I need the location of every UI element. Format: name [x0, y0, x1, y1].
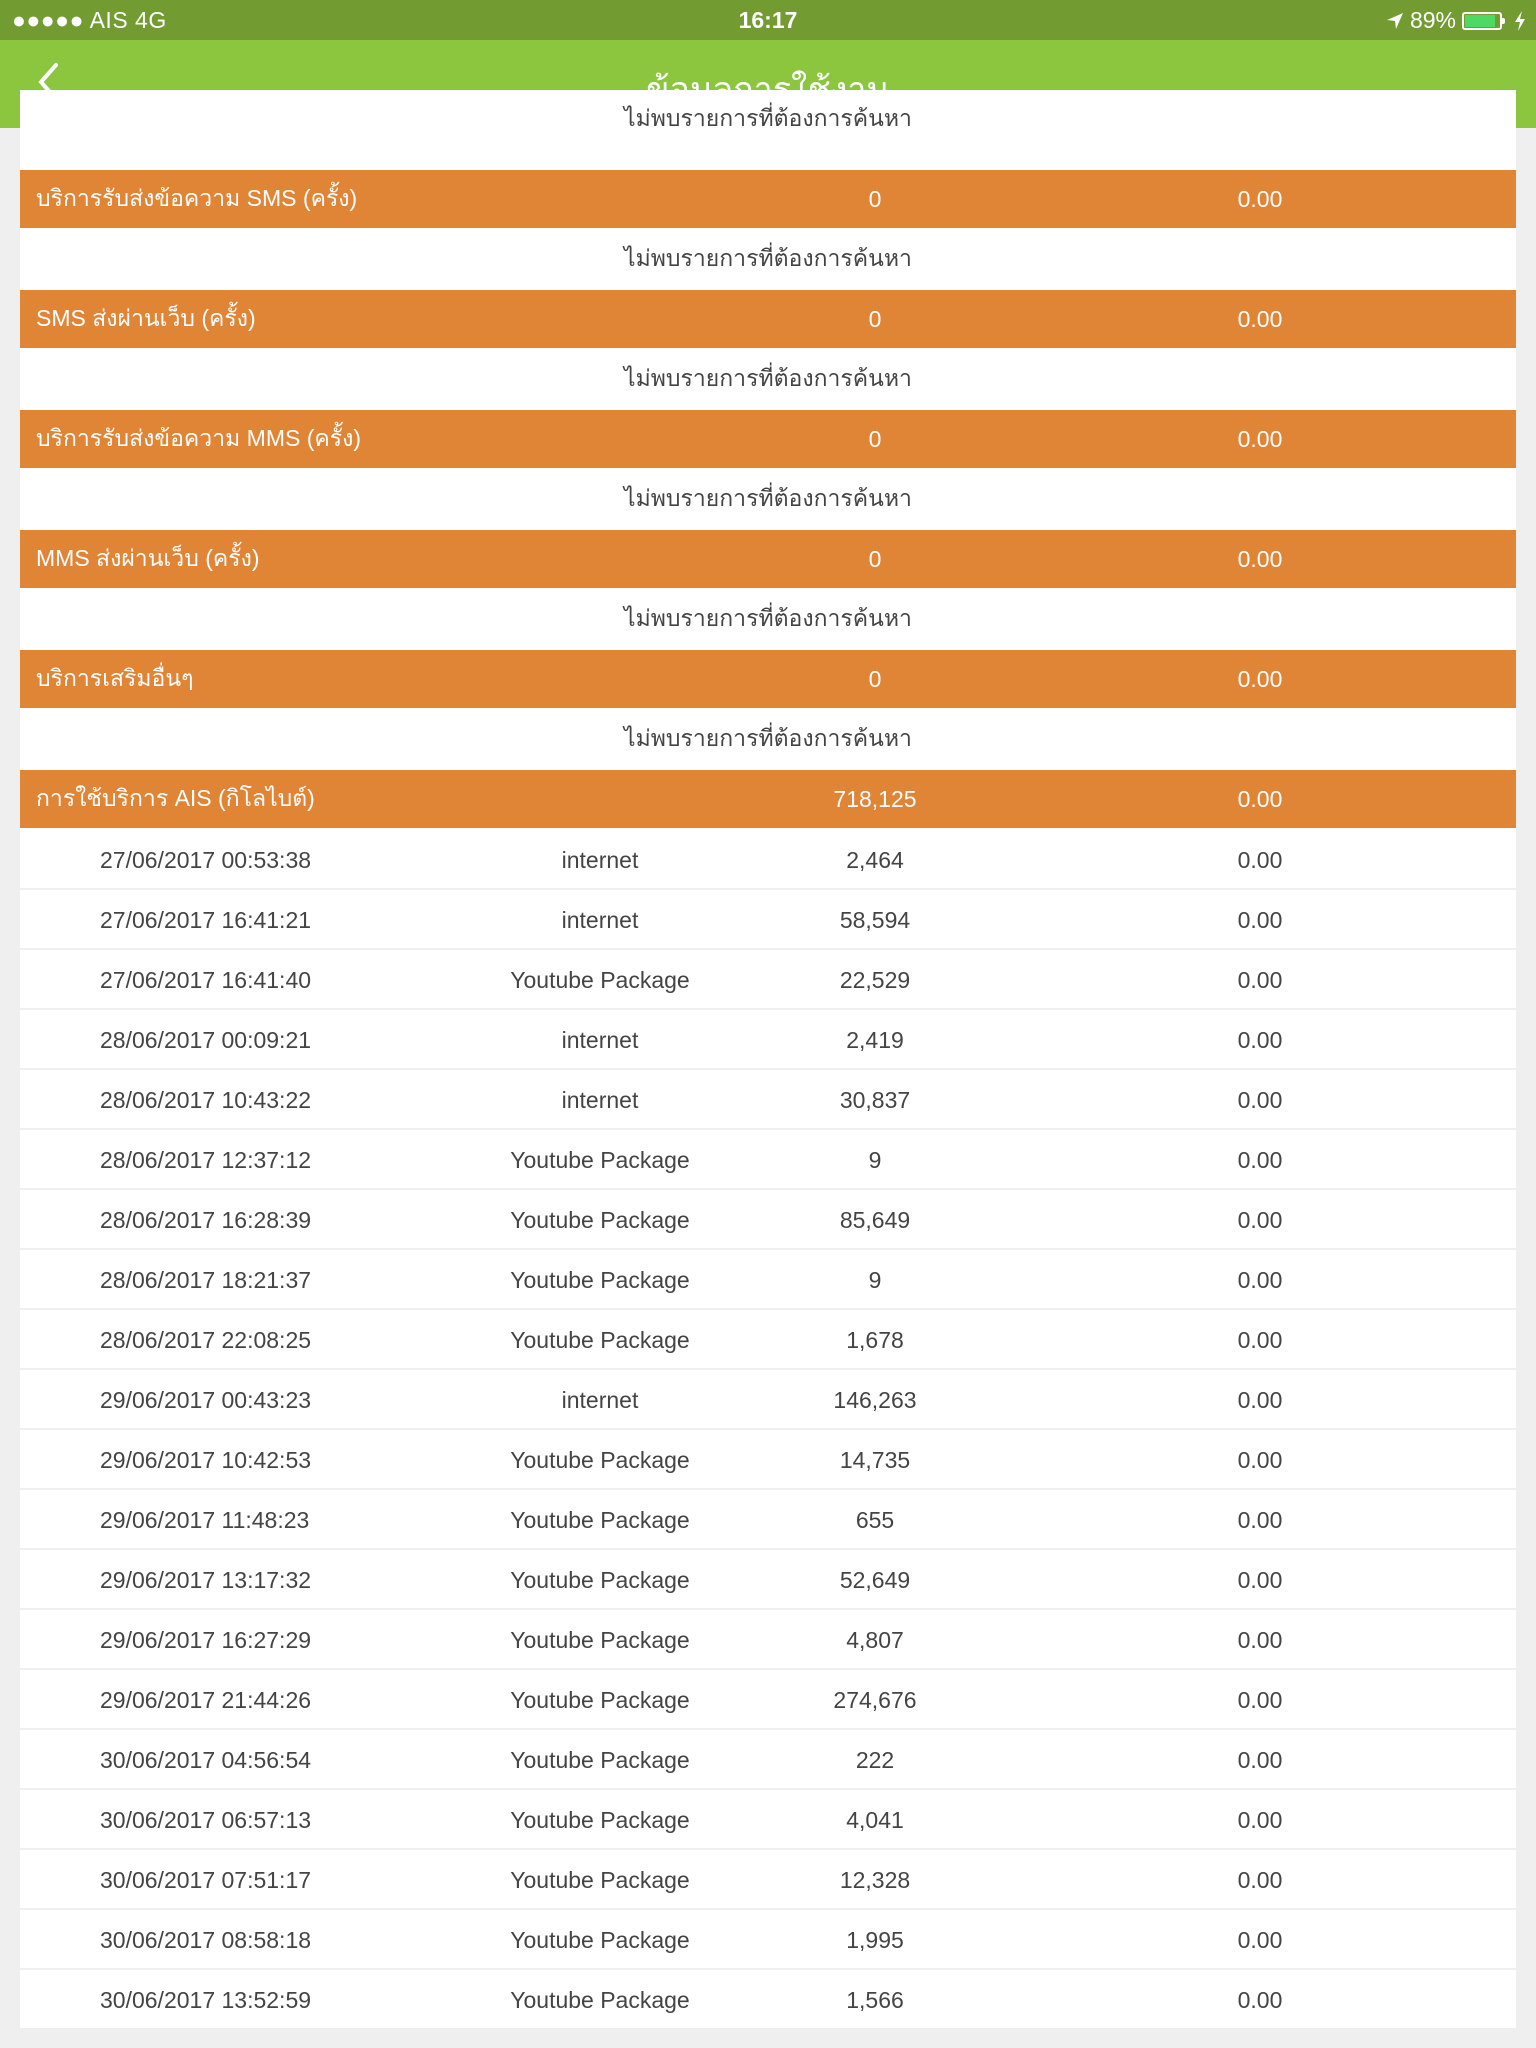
- row-datetime: 29/06/2017 21:44:26: [100, 1686, 312, 1713]
- row-datetime: 28/06/2017 10:43:22: [100, 1086, 312, 1113]
- row-datetime: 27/06/2017 00:53:38: [100, 846, 312, 873]
- usage-list[interactable]: [20, 105, 1516, 2026]
- empty-message: ไม่พบรายการที่ต้องการค้นหา: [624, 105, 912, 131]
- row-service: Youtube Package: [510, 1626, 690, 1653]
- table-row: [20, 1852, 1516, 1910]
- section-count: 0: [868, 665, 882, 692]
- empty-row: [20, 90, 1516, 148]
- row-kilobytes: 58,594: [839, 906, 911, 933]
- section-amount: 0.00: [1237, 185, 1283, 212]
- row-kilobytes: 146,263: [833, 1386, 917, 1413]
- row-service: internet: [561, 1086, 639, 1113]
- row-datetime: 30/06/2017 08:58:18: [100, 1926, 312, 1953]
- row-kilobytes: 222: [855, 1746, 895, 1773]
- row-datetime: 29/06/2017 16:27:29: [100, 1626, 312, 1653]
- row-amount: 0.00: [1237, 1866, 1283, 1893]
- row-service: Youtube Package: [510, 1326, 690, 1353]
- row-service: Youtube Package: [510, 1506, 690, 1533]
- row-datetime: 29/06/2017 10:42:53: [100, 1446, 312, 1473]
- row-datetime: 29/06/2017 11:48:23: [100, 1506, 310, 1533]
- row-amount: 0.00: [1237, 906, 1283, 933]
- table-row: [20, 1072, 1516, 1130]
- row-kilobytes: 1,995: [846, 1926, 904, 1953]
- row-amount: 0.00: [1237, 846, 1283, 873]
- row-amount: 0.00: [1237, 1086, 1283, 1113]
- table-row: [20, 1912, 1516, 1970]
- row-service: Youtube Package: [510, 1686, 690, 1713]
- row-kilobytes: 85,649: [839, 1206, 911, 1233]
- row-amount: 0.00: [1237, 1026, 1283, 1053]
- clock: 16:17: [738, 7, 798, 33]
- row-datetime: 30/06/2017 13:52:59: [100, 1986, 312, 2013]
- row-datetime: 28/06/2017 16:28:39: [100, 1206, 312, 1233]
- row-service: internet: [561, 1386, 639, 1413]
- section-header[interactable]: [20, 170, 1516, 228]
- row-kilobytes: 14,735: [839, 1446, 911, 1473]
- location-arrow-icon: [1386, 12, 1404, 30]
- row-datetime: 29/06/2017 13:17:32: [100, 1566, 312, 1593]
- row-amount: 0.00: [1237, 1506, 1283, 1533]
- table-row: [20, 1972, 1516, 2030]
- table-row: [20, 1252, 1516, 1310]
- row-datetime: 30/06/2017 04:56:54: [100, 1746, 312, 1773]
- row-amount: 0.00: [1237, 1206, 1283, 1233]
- row-kilobytes: 52,649: [839, 1566, 911, 1593]
- table-row: [20, 832, 1516, 890]
- table-row: [20, 1432, 1516, 1490]
- row-datetime: 27/06/2017 16:41:21: [100, 906, 312, 933]
- battery-level: [1465, 15, 1495, 27]
- row-amount: 0.00: [1237, 1266, 1283, 1293]
- row-kilobytes: 274,676: [833, 1686, 917, 1713]
- section-amount: 0.00: [1237, 305, 1283, 332]
- row-kilobytes: 9: [868, 1146, 882, 1173]
- row-service: Youtube Package: [510, 1926, 690, 1953]
- empty-message: ไม่พบรายการที่ต้องการค้นหา: [624, 605, 912, 631]
- section-amount: 0.00: [1237, 545, 1283, 572]
- row-datetime: 30/06/2017 06:57:13: [100, 1806, 312, 1833]
- table-row: [20, 1732, 1516, 1790]
- row-datetime: 28/06/2017 12:37:12: [100, 1146, 312, 1173]
- empty-message: ไม่พบรายการที่ต้องการค้นหา: [624, 245, 912, 271]
- row-amount: 0.00: [1237, 1686, 1283, 1713]
- table-row: [20, 1792, 1516, 1850]
- section-label: บริการเสริมอื่นๆ: [36, 665, 194, 691]
- row-amount: 0.00: [1237, 1986, 1283, 2013]
- table-row: [20, 1672, 1516, 1730]
- table-row: [20, 952, 1516, 1010]
- table-row: [20, 1612, 1516, 1670]
- row-kilobytes: 655: [855, 1506, 895, 1533]
- status-bar: [0, 0, 1536, 40]
- row-service: Youtube Package: [510, 1206, 690, 1233]
- row-kilobytes: 12,328: [839, 1866, 911, 1893]
- empty-message: ไม่พบรายการที่ต้องการค้นหา: [624, 485, 912, 511]
- row-amount: 0.00: [1237, 1386, 1283, 1413]
- section-label: การใช้บริการ AIS (กิโลไบต์): [36, 785, 315, 811]
- section-label: บริการรับส่งข้อความ SMS (ครั้ง): [36, 185, 358, 211]
- row-amount: 0.00: [1237, 1806, 1283, 1833]
- section-count: 718,125: [833, 785, 917, 812]
- row-kilobytes: 30,837: [839, 1086, 911, 1113]
- empty-row: [20, 230, 1516, 288]
- empty-row: [20, 710, 1516, 768]
- scroll-gutter: [1516, 128, 1536, 2048]
- table-row: [20, 1012, 1516, 1070]
- row-amount: 0.00: [1237, 1566, 1283, 1593]
- row-kilobytes: 2,419: [846, 1026, 904, 1053]
- section-amount: 0.00: [1237, 785, 1283, 812]
- row-service: Youtube Package: [510, 1986, 690, 2013]
- row-amount: 0.00: [1237, 1146, 1283, 1173]
- section-count: 0: [868, 425, 882, 452]
- empty-message: ไม่พบรายการที่ต้องการค้นหา: [624, 365, 912, 391]
- lightning-icon: [1514, 11, 1526, 31]
- table-row: [20, 1132, 1516, 1190]
- section-count: 0: [868, 185, 882, 212]
- row-service: Youtube Package: [510, 1566, 690, 1593]
- row-service: internet: [561, 846, 639, 873]
- row-amount: 0.00: [1237, 966, 1283, 993]
- table-row: [20, 892, 1516, 950]
- row-service: internet: [561, 1026, 639, 1053]
- section-header[interactable]: [20, 770, 1516, 828]
- row-datetime: 29/06/2017 00:43:23: [100, 1386, 312, 1413]
- table-row: [20, 1552, 1516, 1610]
- row-amount: 0.00: [1237, 1446, 1283, 1473]
- section-amount: 0.00: [1237, 425, 1283, 452]
- section-count: 0: [868, 545, 882, 572]
- row-amount: 0.00: [1237, 1326, 1283, 1353]
- row-service: Youtube Package: [510, 1266, 690, 1293]
- row-datetime: 28/06/2017 18:21:37: [100, 1266, 312, 1293]
- section-label: SMS ส่งผ่านเว็บ (ครั้ง): [36, 305, 256, 331]
- table-row: [20, 1312, 1516, 1370]
- row-datetime: 27/06/2017 16:41:40: [100, 966, 312, 993]
- row-service: Youtube Package: [510, 1446, 690, 1473]
- empty-row: [20, 350, 1516, 408]
- row-kilobytes: 4,041: [846, 1806, 904, 1833]
- row-service: Youtube Package: [510, 1866, 690, 1893]
- table-row: [20, 1492, 1516, 1550]
- row-kilobytes: 9: [868, 1266, 882, 1293]
- table-row: [20, 1372, 1516, 1430]
- empty-row: [20, 590, 1516, 648]
- section-amount: 0.00: [1237, 665, 1283, 692]
- row-amount: 0.00: [1237, 1926, 1283, 1953]
- row-kilobytes: 2,464: [846, 846, 904, 873]
- section-header[interactable]: [20, 530, 1516, 588]
- row-datetime: 28/06/2017 22:08:25: [100, 1326, 312, 1353]
- table-row: [20, 1192, 1516, 1250]
- section-header[interactable]: [20, 290, 1516, 348]
- row-service: Youtube Package: [510, 966, 690, 993]
- battery-icon: [1462, 12, 1502, 30]
- section-count: 0: [868, 305, 882, 332]
- row-service: Youtube Package: [510, 1806, 690, 1833]
- row-kilobytes: 4,807: [846, 1626, 904, 1653]
- status-right: [1386, 7, 1526, 34]
- row-amount: 0.00: [1237, 1626, 1283, 1653]
- empty-row: [20, 470, 1516, 528]
- row-amount: 0.00: [1237, 1746, 1283, 1773]
- row-kilobytes: 1,566: [846, 1986, 904, 2013]
- row-service: Youtube Package: [510, 1746, 690, 1773]
- row-service: Youtube Package: [510, 1146, 690, 1173]
- carrier-signal: ●●●●● AIS 4G: [12, 7, 167, 33]
- row-kilobytes: 1,678: [846, 1326, 904, 1353]
- row-kilobytes: 22,529: [839, 966, 911, 993]
- row-datetime: 28/06/2017 00:09:21: [100, 1026, 312, 1053]
- row-datetime: 30/06/2017 07:51:17: [100, 1866, 312, 1893]
- battery-percent: 89%: [1409, 7, 1456, 33]
- empty-message: ไม่พบรายการที่ต้องการค้นหา: [624, 725, 912, 751]
- section-header[interactable]: [20, 410, 1516, 468]
- section-label: MMS ส่งผ่านเว็บ (ครั้ง): [36, 545, 260, 571]
- section-header[interactable]: [20, 650, 1516, 708]
- row-service: internet: [561, 906, 639, 933]
- section-label: บริการรับส่งข้อความ MMS (ครั้ง): [36, 425, 362, 451]
